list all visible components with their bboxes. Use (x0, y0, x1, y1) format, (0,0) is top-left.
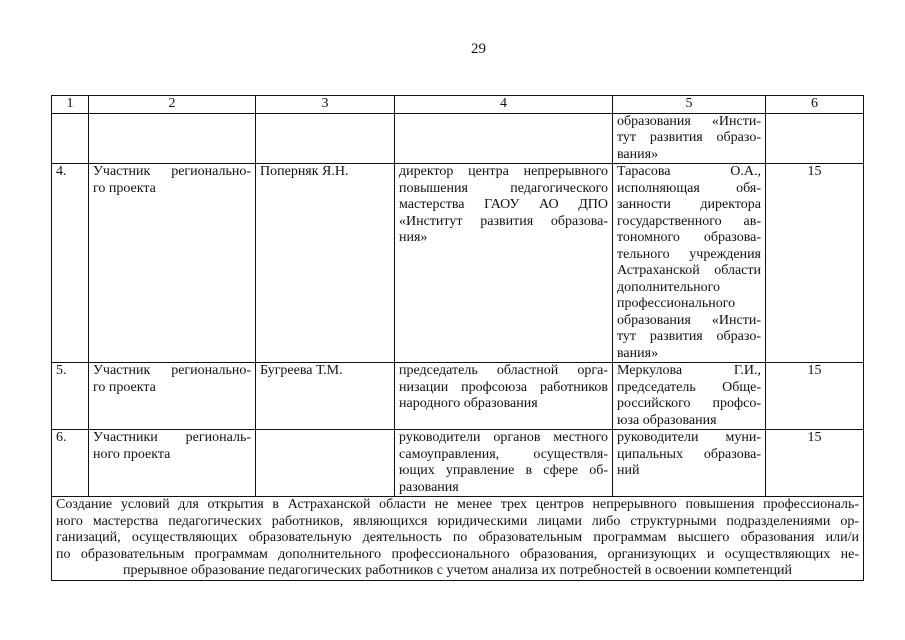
text-line: низации профсоюза работников (399, 379, 608, 395)
supervisor (613, 430, 766, 497)
text-line: российского профсо- (617, 396, 761, 411)
project-participants-table (51, 95, 864, 581)
header-cell-2: 2 (89, 96, 256, 114)
text-line: государственного ав- (617, 213, 761, 229)
header-cell-4: 4 (395, 96, 613, 114)
text-line: образования «Инсти- (617, 113, 761, 129)
participant-position (395, 164, 613, 363)
time-load: 15 (766, 430, 864, 497)
text-line: руководители органов местного (399, 430, 608, 445)
section-description (52, 497, 864, 581)
text-line: ного мастерства педагогических работников, являющихся юридическими лицами либо структурными подразделениями ор- (56, 513, 859, 529)
text-line: Астраханской области (617, 263, 761, 278)
supervisor (613, 363, 766, 430)
text-line: дополнительного (617, 279, 720, 295)
text-line: вания» (617, 345, 659, 361)
participant-name: Поперняк Я.Н. (256, 164, 395, 363)
header-cell-5: 5 (613, 96, 766, 114)
participant-role (89, 430, 256, 497)
text-line: тономного образова- (617, 230, 761, 245)
text-line: исполняющая обя- (617, 180, 761, 196)
header-cell-6: 6 (766, 96, 864, 114)
text-line: Участник регионально- (93, 164, 251, 179)
text-line: юза образования (617, 412, 717, 428)
participant-name (256, 430, 395, 497)
text-line: ципальных образова- (617, 446, 761, 462)
text-line: народного образования (399, 396, 538, 411)
text-line: Создание условий для открытия в Астраханской области не менее трех центров непрерывного повышения профессиональ- (56, 497, 859, 512)
text-line: профессионального (617, 296, 736, 311)
text-line: директор центра непрерывного (399, 164, 608, 179)
row-number: 4. (52, 164, 89, 363)
text-line: самоуправления, осуществля- (399, 446, 608, 462)
text-line: Участники региональ- (93, 430, 251, 445)
text-line: ния» (399, 230, 428, 245)
text-line: повышения педагогического (399, 180, 608, 196)
continuation-supervisor-cell (613, 113, 766, 164)
text-line: занности директора (617, 197, 761, 212)
page-number: 29 (471, 41, 486, 57)
participant-role (89, 363, 256, 430)
row-number: 6. (52, 430, 89, 497)
text-line: тельного учреждения (617, 246, 761, 262)
text-line: председатель Обще- (617, 379, 761, 395)
time-load: 15 (766, 363, 864, 430)
continuation-row (52, 113, 864, 164)
footer-row (52, 497, 864, 581)
text-line: го проекта (93, 180, 156, 196)
text-line: ний (617, 463, 640, 478)
table-row (52, 430, 864, 497)
text-line: ющих управление в сфере об- (399, 463, 608, 478)
table-row (52, 363, 864, 430)
text-line: вания» (617, 146, 659, 162)
text-line: разования (399, 479, 459, 495)
participant-position (395, 363, 613, 430)
text-line: ного проекта (93, 446, 171, 462)
text-line: Участник регионально- (93, 363, 251, 378)
text-line: ганизаций, осуществляющих образовательную деятельность по образовательным программам высшего образования или/и (56, 530, 859, 545)
text-line: руководители муни- (617, 430, 761, 445)
row-number: 5. (52, 363, 89, 430)
text-line: тут развития образо- (617, 329, 761, 344)
text-line: по образовательным программам дополнительного профессионального образования, организующих и осуществляющих не- (56, 546, 859, 562)
text-line: председатель областной орга- (399, 363, 608, 378)
table-row (52, 164, 864, 363)
participant-name: Бугреева Т.М. (256, 363, 395, 430)
text-line: Меркулова Г.И., (617, 363, 761, 378)
text-line: «Институт развития образова- (399, 213, 608, 229)
text-line: тут развития образо- (617, 130, 761, 145)
header-row (52, 96, 864, 114)
text-line: мастерства ГАОУ АО ДПО (399, 197, 608, 212)
supervisor (613, 164, 766, 363)
time-load: 15 (766, 164, 864, 363)
header-cell-1: 1 (52, 96, 89, 114)
text-line: прерывное образование педагогических работников с учетом анализа их потребностей в освоении компетенций (122, 563, 793, 578)
participant-position (395, 430, 613, 497)
text-line: го проекта (93, 379, 156, 395)
header-cell-3: 3 (256, 96, 395, 114)
participant-role (89, 164, 256, 363)
text-line: образования «Инсти- (617, 312, 761, 328)
text-line: Тарасова О.А., (617, 164, 761, 179)
